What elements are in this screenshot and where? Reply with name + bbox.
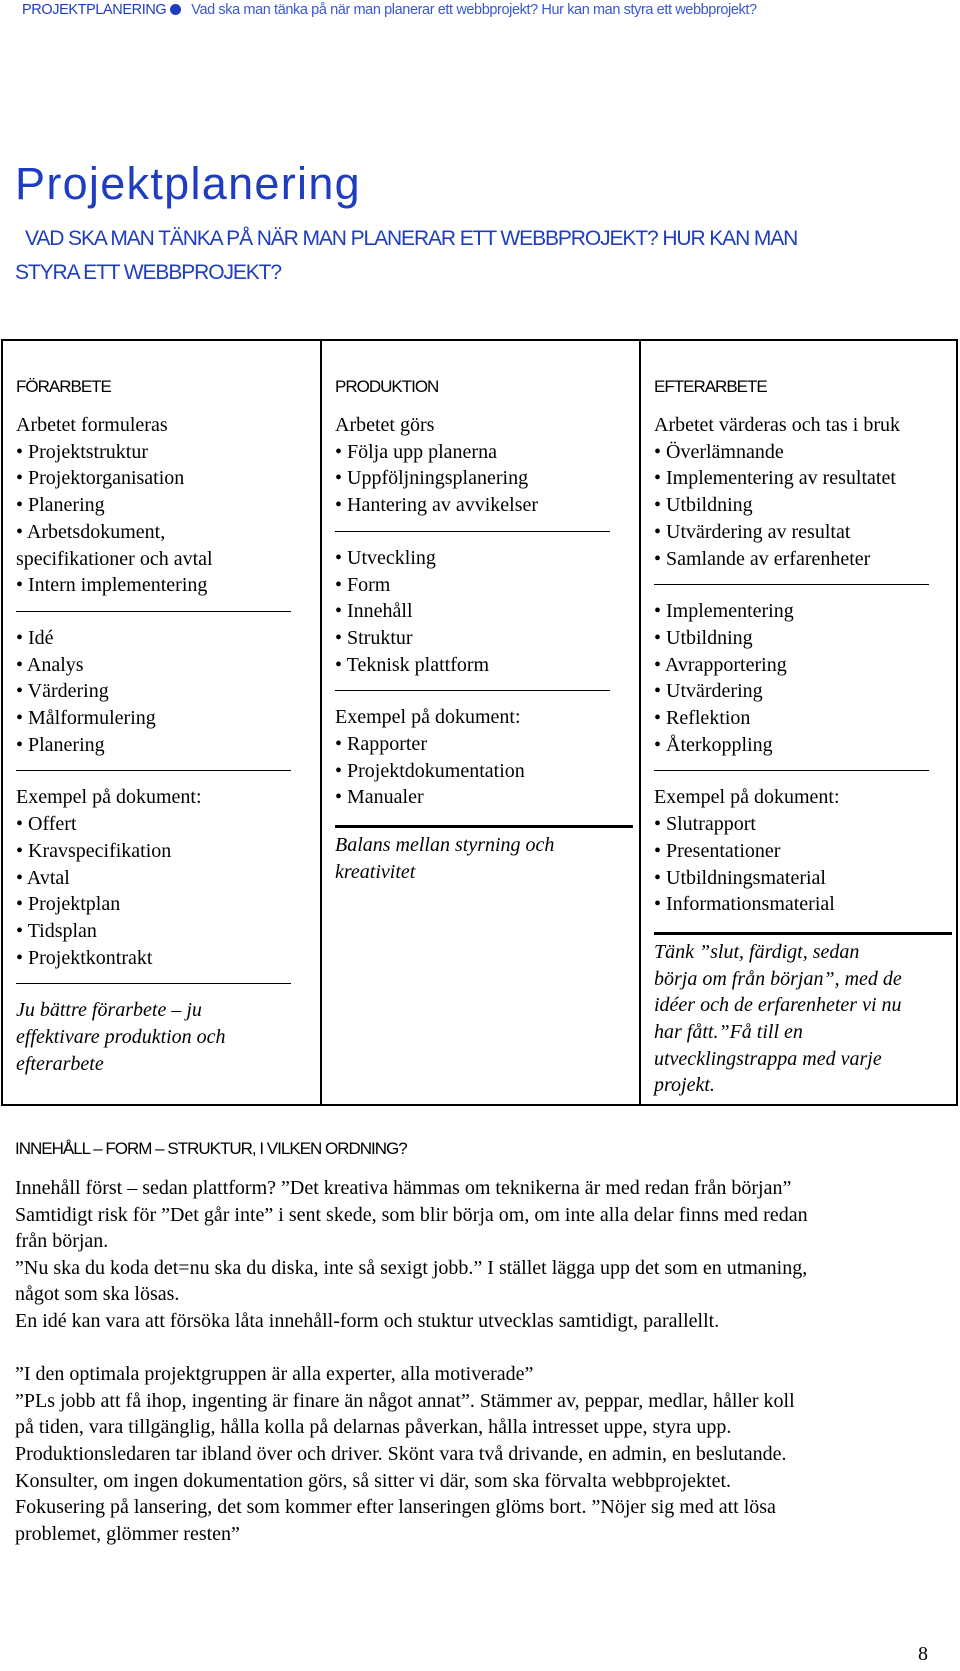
separator-line <box>16 599 291 612</box>
list-item: • Överlämnande <box>654 440 784 463</box>
separator-line <box>654 918 952 935</box>
separator-line <box>654 572 929 585</box>
document-item: • Projektplan <box>16 893 121 916</box>
column-note: Ju bättre förarbete – ju <box>16 999 202 1022</box>
list-item: • Hantering av avvikelser <box>335 494 539 517</box>
body-line: Innehåll först – sedan plattform? ”Det kreativa hämmas om teknikerna är med redan från början” <box>15 1177 792 1199</box>
list-item: • Analys <box>16 653 84 676</box>
paragraph-1 <box>15 1175 945 1335</box>
docs-label: Exempel på dokument: <box>16 786 202 809</box>
body-text <box>15 1175 945 1547</box>
list-item: • Projektorganisation <box>16 467 185 490</box>
column-heading: EFTERARBETE <box>654 377 767 396</box>
header-subtitle: Vad ska man tänka på när man planerar ett webbprojekt? Hur kan man styra ett webbprojekt? <box>191 2 757 18</box>
list-item: • Reflektion <box>654 707 751 730</box>
body-line: Konsulter, om ingen dokumentation görs, så sitter vi där, som ska förvalta webbprojektet. <box>15 1469 732 1492</box>
document-item: • Tidsplan <box>16 919 97 942</box>
document-item: • Avtal <box>16 866 70 889</box>
list-item: • Målformulering <box>16 707 156 730</box>
list-item: • Utbildning <box>654 626 753 649</box>
document-item: • Slutrapport <box>654 813 756 836</box>
document-item: • Rapporter <box>335 733 427 756</box>
body-line: ”I den optimala projektgruppen är alla experter, alla motiverade” <box>15 1363 534 1386</box>
list-item: • Teknisk plattform <box>335 653 490 676</box>
document-item: • Projektkontrakt <box>16 946 153 969</box>
section-heading: INNEHÅLL – FORM – STRUKTUR, I VILKEN ORDNING? <box>15 1139 407 1158</box>
document-item: • Offert <box>16 813 77 836</box>
list-item: • Värdering <box>16 680 109 703</box>
list-item: • Avrapportering <box>654 653 787 676</box>
planning-table <box>1 339 958 1106</box>
separator-line <box>16 758 291 771</box>
list-item: • Samlande av erfarenheter <box>654 547 871 570</box>
separator-line <box>16 971 291 984</box>
column-note: idéer och de erfarenheter vi nu <box>654 994 902 1017</box>
page-number: 8 <box>918 1643 928 1665</box>
list-item: • Följa upp planerna <box>335 440 497 463</box>
column-forarbete <box>3 341 322 1104</box>
header-section: PROJEKTPLANERING <box>22 2 167 18</box>
list-item: • Innehåll <box>335 600 413 623</box>
page-title: Projektplanering <box>15 158 361 209</box>
page-subtitle <box>15 222 895 290</box>
list-item: • Implementering <box>654 600 794 623</box>
subtitle-line: VAD SKA MAN TÄNKA PÅ NÄR MAN PLANERAR ETT WEBBPROJEKT? HUR KAN MAN <box>25 227 798 250</box>
column-note: Balans mellan styrning och <box>335 834 555 857</box>
column-efterarbete <box>641 341 960 1104</box>
column-note: har fått.”Få till en <box>654 1021 803 1044</box>
document-item: • Utbildningsmaterial <box>654 866 826 889</box>
list-item: • Projektstruktur <box>16 440 148 463</box>
list-item: • Intern implementering <box>16 574 208 597</box>
subtitle-line: STYRA ETT WEBBPROJEKT? <box>15 261 281 284</box>
list-item: • Planering <box>16 494 105 517</box>
document-item: • Manualer <box>335 786 424 809</box>
list-item: • Planering <box>16 733 105 756</box>
list-item: • Struktur <box>335 626 413 649</box>
separator-line <box>335 678 610 691</box>
column-note: utvecklingstrappa med varje <box>654 1047 882 1070</box>
body-line: på tiden, vara tillgänglig, hålla kolla på delarnas påverkan, hålla intresset uppe, styra upp. <box>15 1416 732 1439</box>
body-line: Samtidigt risk för ”Det går inte” i sent skede, som blir börja om, om inte alla delar finns med redan <box>15 1203 808 1226</box>
document-item: • Projektdokumentation <box>335 759 525 782</box>
column-intro: Arbetet görs <box>335 414 435 436</box>
body-line: från början. <box>15 1230 109 1253</box>
document-item: • Presentationer <box>654 839 781 862</box>
column-heading: PRODUKTION <box>335 377 439 396</box>
running-header <box>22 2 942 18</box>
column-intro: Arbetet formuleras <box>16 414 168 436</box>
list-item: • Utbildning <box>654 494 753 517</box>
document-item: • Informationsmaterial <box>654 893 835 916</box>
list-item: • Form <box>335 573 391 596</box>
body-line: något som ska lösas. <box>15 1283 180 1306</box>
list-item: • Utvärdering <box>654 680 763 703</box>
list-item: • Idé <box>16 626 54 649</box>
column-intro: Arbetet värderas och tas i bruk <box>654 414 901 436</box>
document-item: • Kravspecifikation <box>16 839 172 862</box>
separator-line <box>654 758 929 771</box>
column-note: effektivare produktion och <box>16 1026 226 1049</box>
list-item: • Återkoppling <box>654 733 773 756</box>
body-line: Produktionsledaren tar ibland över och driver. Skönt vara två drivande, en admin, en beslutande. <box>15 1442 787 1465</box>
column-note: börja om från början”, med de <box>654 967 902 990</box>
body-line: problemet, glömmer resten” <box>15 1522 240 1545</box>
column-produktion <box>322 341 641 1104</box>
list-item: specifikationer och avtal <box>16 547 213 570</box>
separator-line <box>335 811 633 828</box>
list-item: • Utvärdering av resultat <box>654 520 851 543</box>
body-line: En idé kan vara att försöka låta innehåll-form och stuktur utvecklas samtidigt, parallellt. <box>15 1309 720 1332</box>
paragraph-2 <box>15 1361 945 1547</box>
list-item: • Uppföljningsplanering <box>335 467 529 490</box>
body-line: Fokusering på lansering, det som kommer efter lanseringen glöms bort. ”Nöjer sig med att lösa <box>15 1496 776 1519</box>
body-line: ”PLs jobb att få ihop, ingenting är finare än något annat”. Stämmer av, peppar, medlar, håller koll <box>15 1389 795 1412</box>
column-note: projekt. <box>654 1074 715 1097</box>
list-item: • Arbetsdokument, <box>16 520 166 543</box>
docs-label: Exempel på dokument: <box>654 786 840 809</box>
column-note: efterarbete <box>16 1052 104 1075</box>
list-item: • Implementering av resultatet <box>654 467 896 490</box>
bullet-dot-icon <box>170 4 181 15</box>
list-item: • Utveckling <box>335 546 436 569</box>
separator-line <box>335 519 610 532</box>
column-note: kreativitet <box>335 860 416 883</box>
column-note: Tänk ”slut, färdigt, sedan <box>654 940 860 963</box>
docs-label: Exempel på dokument: <box>335 706 521 729</box>
column-heading: FÖRARBETE <box>16 377 111 396</box>
body-line: ”Nu ska du koda det=nu ska du diska, inte så sexigt jobb.” I stället lägga upp det som en utmaning, <box>15 1256 808 1279</box>
